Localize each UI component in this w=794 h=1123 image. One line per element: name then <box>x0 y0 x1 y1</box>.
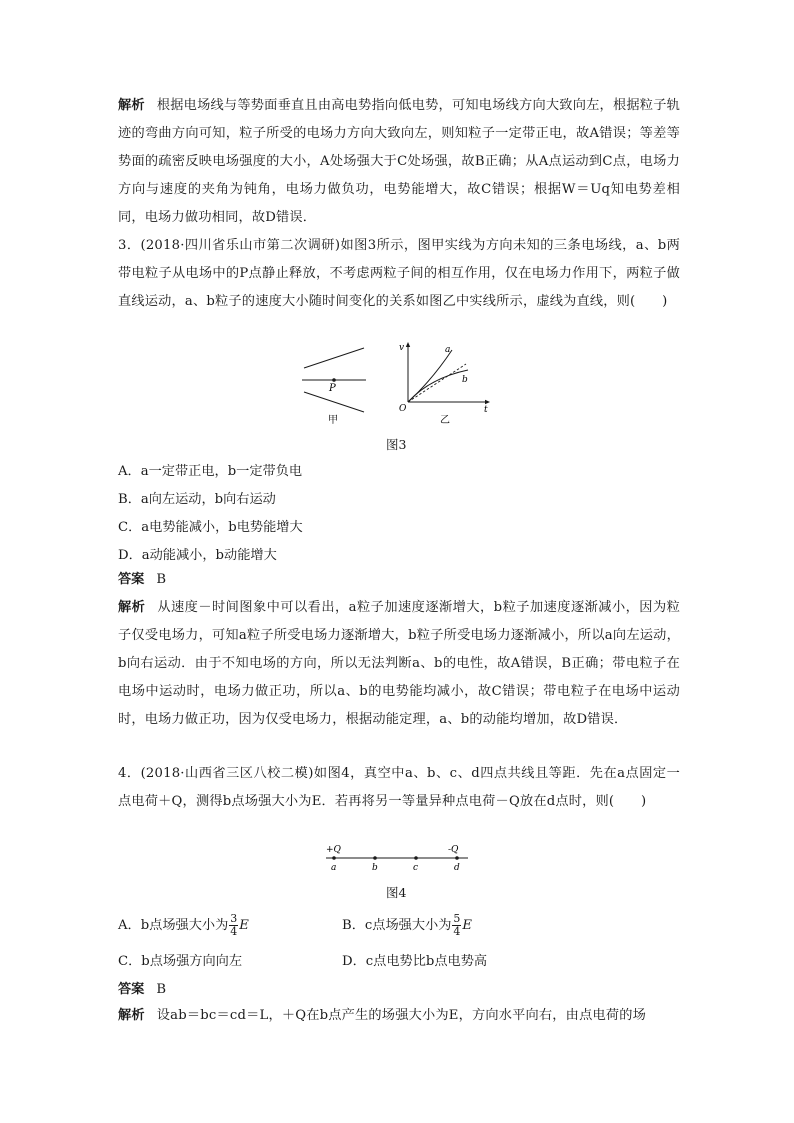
q4-stem: 4．(2018·山西省三区八校二模)如图4，真空中a、b、c、d四点共线且等距．先在a点固定一点电荷＋Q，测得b点场强大小为E．若再将另一等量异种点电荷－Q放在d点时，则( ) <box>118 766 680 809</box>
figure-3-left-label: 甲 <box>328 415 338 426</box>
q3-answer <box>118 566 166 594</box>
point-d <box>455 856 459 860</box>
q4-analysis-text: 设ab＝bc＝cd＝L，＋Q在b点产生的场强大小为E，方向水平向右，由点电荷的场 <box>156 1008 646 1023</box>
point-b <box>373 856 377 860</box>
q3-answer-label: 答案 <box>118 572 145 587</box>
figure-4 <box>322 840 472 876</box>
q4-answer <box>118 976 166 1004</box>
q4-option-c: C．b点场强方向向左 <box>118 954 243 969</box>
v-axis-label: v <box>399 343 405 353</box>
minus-q-label: -Q <box>448 845 459 855</box>
q4-option-a: A．b点场强大小为 $\frac{3}{4}$ E <box>118 912 249 938</box>
t-axis-arrow <box>485 400 490 404</box>
point-c-label: c <box>413 863 419 873</box>
point-p <box>332 378 336 382</box>
q4-option-a-fraction: $\frac{3}{4}$ <box>230 912 238 938</box>
q4-option-b-fraction: $\frac{5}{4}$ <box>453 912 461 938</box>
q4-analysis-label: 解析 <box>118 1008 145 1023</box>
point-b-label: b <box>372 863 378 873</box>
q4-answer-label: 答案 <box>118 982 145 997</box>
figure-4-caption: 图4 <box>386 885 407 900</box>
q3-analysis-label: 解析 <box>118 600 146 615</box>
q3-option-b: B．a向左运动，b向右运动 <box>118 492 276 507</box>
field-line-bottom <box>304 392 364 412</box>
q4-option-b: B．c点场强大小为 $\frac{5}{4}$ E <box>342 912 473 938</box>
point-p-label: P <box>329 383 336 394</box>
t-axis-label: t <box>484 405 488 415</box>
curve-b-label: b <box>462 375 468 385</box>
point-d-label: d <box>454 863 460 873</box>
point-a-label: a <box>331 863 337 873</box>
figure-3-right-label: 乙 <box>440 415 450 426</box>
q3-analysis-text: 从速度－时间图象中可以看出，a粒子加速度逐渐增大，b粒子加速度逐渐减小，因为粒子仅受电场力，可知a粒子所受电场力逐渐增大，b粒子所受电场力逐渐减小，所以a向左运动，b向右运动．由于不知电场的方向，所以无法判断a、b的电性，故A错误，B正确；带电粒子在电场中运动时，电场力做正功，所以a、b的电势能均减小，故C错误；带电粒子在电场中运动时，电场力做正功，因为仅受电场力，根据动能定理，a、b的动能均增加，故D错误． <box>118 600 680 727</box>
q3-option-d: D．a动能减小，b动能增大 <box>118 548 277 563</box>
point-a <box>332 856 336 860</box>
curve-b <box>408 370 468 402</box>
field-line-top <box>304 348 364 368</box>
origin-label: O <box>399 404 407 414</box>
q3-option-a: A．a一定带正电，b一定带负电 <box>118 464 303 479</box>
q3-analysis <box>118 594 680 734</box>
q3-stem: 3．(2018·四川省乐山市第二次调研)如图3所示，图甲实线为方向未知的三条电场线，a、b两带电粒子从电场中的P点静止释放，不考虑两粒子间的相互作用，仅在电场力作用下，两粒子做直线运动，a、b粒子的速度大小随时间变化的关系如图乙中实线所示，虚线为直线，则( ) <box>118 238 680 309</box>
q2-analysis-label: 解析 <box>118 98 145 113</box>
figure-3 <box>290 338 510 434</box>
q4-option-d: D．c点电势比b点电势高 <box>342 954 488 969</box>
q2-analysis-text: 根据电场线与等势面垂直且由高电势指向低电势，可知电场线方向大致向左，根据粒子轨迹的弯曲方向可知，粒子所受的电场力方向大致向左，则知粒子一定带正电，故A错误；等差等势面的疏密反映电场强度的大小，A处场强大于C处场强，故B正确；从A点运动到C点，电场力方向与速度的夹角为钝角，电场力做负功，电势能增大，故C错误；根据W＝Uq知电势差相同，电场力做功相同，故D错误． <box>118 98 681 225</box>
q4-answer-value: B <box>156 982 167 997</box>
curve-a <box>408 350 452 402</box>
plus-q-label: +Q <box>326 845 341 855</box>
v-axis-arrow <box>406 342 410 347</box>
q3-option-c: C．a电势能减小，b电势能增大 <box>118 520 303 535</box>
point-c <box>414 856 418 860</box>
dashed-reference-line <box>408 364 466 402</box>
q2-analysis <box>118 92 680 232</box>
figure-3-caption: 图3 <box>386 437 407 452</box>
curve-a-label: a <box>445 345 451 355</box>
q4-analysis <box>118 1002 680 1030</box>
q3-answer-value: B <box>156 572 167 587</box>
